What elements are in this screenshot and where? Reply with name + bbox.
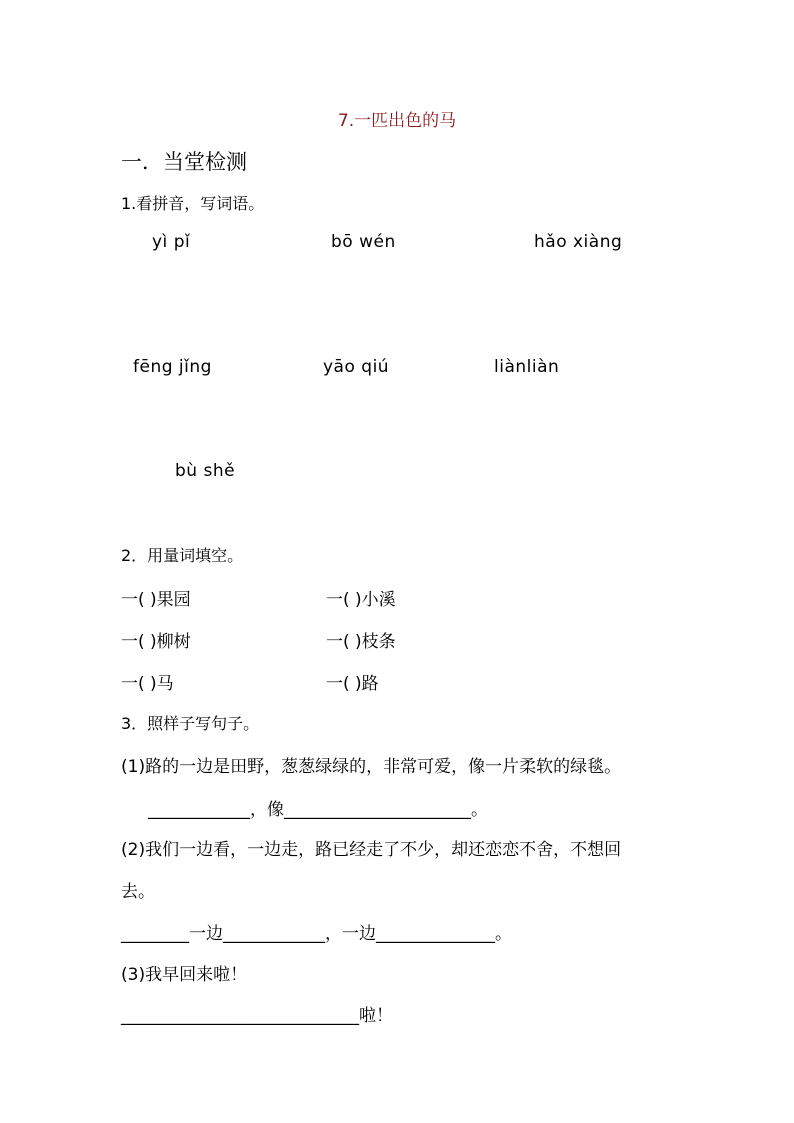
page-title: 7.一匹出色的马 — [337, 111, 457, 131]
sentence-2-line1: (2)我们一边看，一边走，路已经走了不少，却还恋恋不舍，不想回 — [121, 840, 622, 860]
question-3-label: 3．照样子写句子。 — [121, 714, 260, 733]
fill-blank-3: 一( )柳树 — [121, 632, 191, 652]
sentence-1-answer: ____________，像______________________。 — [148, 800, 488, 820]
fill-blank-6: 一( )路 — [326, 674, 379, 694]
sentence-3-answer: ____________________________啦！ — [121, 1006, 393, 1026]
pinyin-3: hǎo xiàng — [534, 232, 623, 252]
fill-blank-4: 一( )枝条 — [326, 632, 396, 652]
section-heading: 一．当堂检测 — [121, 150, 247, 174]
question-2-label: 2．用量词填空。 — [121, 546, 244, 565]
pinyin-4: fēng jǐng — [133, 357, 212, 377]
pinyin-1: yì pǐ — [152, 232, 191, 252]
fill-blank-5: 一( )马 — [121, 674, 174, 694]
sentence-2-answer: ________一边____________，一边______________。 — [121, 924, 512, 944]
sentence-2-line2: 去。 — [121, 882, 155, 902]
pinyin-6: liànliàn — [494, 357, 560, 377]
pinyin-2: bō wén — [331, 232, 396, 252]
question-1-label: 1.看拼音，写词语。 — [121, 194, 265, 213]
sentence-1: (1)路的一边是田野，葱葱绿绿的，非常可爱，像一片柔软的绿毯。 — [121, 757, 622, 777]
pinyin-5: yāo qiú — [323, 357, 390, 377]
fill-blank-2: 一( )小溪 — [326, 590, 396, 610]
sentence-3: (3)我早回来啦！ — [121, 965, 248, 985]
pinyin-7: bù shě — [175, 461, 236, 481]
fill-blank-1: 一( )果园 — [121, 590, 191, 610]
